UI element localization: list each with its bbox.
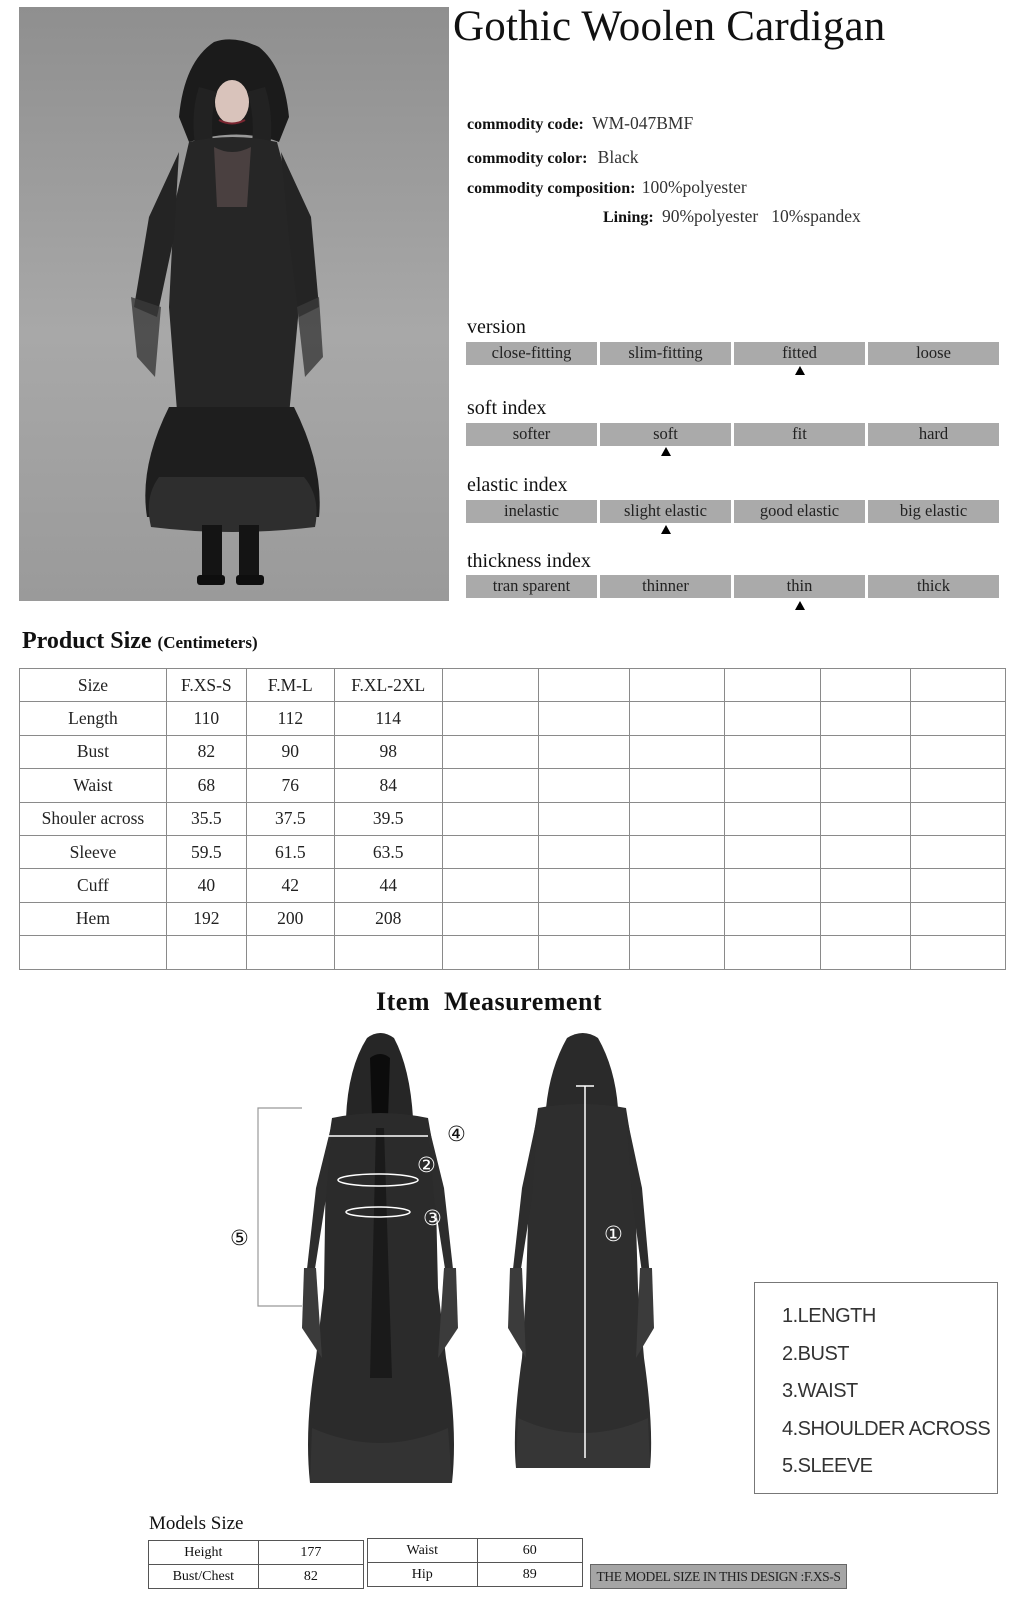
lining-value: 90%polyester 10%spandex [661,206,861,226]
version-scale [466,342,999,365]
empty-cell [725,735,821,768]
empty-cell [630,835,725,868]
version-option: slim-fitting [600,342,731,365]
empty-cell [725,902,821,935]
empty-cell [821,802,911,835]
empty-cell [166,936,246,969]
empty-cell [630,735,725,768]
product-size-table [19,668,1006,970]
table-row [20,769,1006,802]
empty-cell [538,902,630,935]
table-cell: 40 [166,869,246,902]
table-row [20,802,1006,835]
legend-item: 1.LENGTH [782,1305,876,1327]
model-hip-value: 89 [477,1563,582,1587]
empty-cell [725,869,821,902]
empty-cell [911,735,1006,768]
model-height-label: Height [149,1541,259,1565]
empty-cell [442,702,538,735]
empty-cell [821,902,911,935]
empty-cell [821,702,911,735]
product-size-title [22,628,258,655]
lining-row [603,206,861,227]
thickness-index-option: thinner [600,575,731,598]
soft-index-option: fit [734,423,865,446]
marker-shoulder: ④ [447,1122,466,1146]
empty-cell [538,669,630,702]
soft-index-option: hard [868,423,999,446]
marker-bust: ② [417,1153,436,1177]
empty-cell [442,835,538,868]
empty-cell [538,802,630,835]
soft-index-title: soft index [467,397,547,419]
table-cell: 90 [246,735,334,768]
empty-cell [725,702,821,735]
legend-item: 2.BUST [782,1342,850,1365]
empty-cell [630,802,725,835]
empty-cell [442,869,538,902]
empty-cell [911,835,1006,868]
commodity-composition-label: commodity composition: [467,180,636,197]
empty-cell [821,769,911,802]
table-cell: F.XS-S [166,669,246,702]
empty-cell [538,835,630,868]
table-row [20,902,1006,935]
elastic-index-scale [466,500,999,523]
garment-back [508,1033,654,1468]
model-hip-label: Hip [368,1563,478,1587]
thickness-index-scale [466,575,999,598]
soft-index-scale [466,423,999,446]
models-table-left [148,1540,364,1589]
model-height-value: 177 [258,1541,363,1565]
table-cell: Bust [20,735,167,768]
table-row [20,869,1006,902]
commodity-color-row [467,147,638,168]
soft-index-option: soft [600,423,731,446]
table-cell: 110 [166,702,246,735]
table-cell: 84 [334,769,442,802]
elastic-index-marker [661,525,671,534]
table-cell: 42 [246,869,334,902]
empty-cell [630,702,725,735]
empty-cell [538,936,630,969]
empty-cell [538,735,630,768]
version-option: fitted [734,342,865,365]
table-cell: 82 [166,735,246,768]
table-row [20,702,1006,735]
empty-cell [821,869,911,902]
commodity-code-label: commodity code: [467,116,584,133]
model-size-note: THE MODEL SIZE IN THIS DESIGN :F.XS-S [590,1564,847,1589]
table-cell: 35.5 [166,802,246,835]
empty-cell [630,936,725,969]
table-cell: Shouler across [20,802,167,835]
commodity-code-value: WM-047BMF [592,113,694,133]
table-cell: 59.5 [166,835,246,868]
model-bust-value: 82 [258,1565,363,1589]
table-cell: Size [20,669,167,702]
table-cell: 76 [246,769,334,802]
table-cell: 37.5 [246,802,334,835]
empty-cell [20,936,167,969]
empty-cell [911,669,1006,702]
table-row [20,735,1006,768]
table-cell: 68 [166,769,246,802]
thickness-index-title: thickness index [467,550,591,572]
table-cell: 98 [334,735,442,768]
legend-item: 3.WAIST [782,1380,858,1402]
empty-cell [246,936,334,969]
empty-cell [630,769,725,802]
empty-cell [821,936,911,969]
empty-cell [725,835,821,868]
table-cell: 63.5 [334,835,442,868]
product-size-heading: Product Size [22,628,152,654]
models-size-title: Models Size [149,1513,244,1534]
empty-cell [538,769,630,802]
empty-cell [442,669,538,702]
empty-cell [442,802,538,835]
measurement-diagram [220,1028,680,1508]
elastic-index-option: inelastic [466,500,597,523]
table-cell: Hem [20,902,167,935]
empty-cell [821,835,911,868]
elastic-index-option: big elastic [868,500,999,523]
garment-front [302,1033,458,1483]
elastic-index-option: slight elastic [600,500,731,523]
lining-label: Lining: [603,209,654,226]
empty-cell [821,669,911,702]
commodity-color-label: commodity color: [467,150,588,167]
table-cell: Sleeve [20,835,167,868]
legend-item: 4.SHOULDER ACROSS [782,1417,991,1440]
marker-sleeve: ⑤ [230,1226,249,1250]
empty-cell [911,936,1006,969]
model-waist-value: 60 [477,1539,582,1563]
table-cell: F.XL-2XL [334,669,442,702]
empty-cell [538,869,630,902]
empty-cell [442,936,538,969]
empty-cell [334,936,442,969]
thickness-index-option: tran sparent [466,575,597,598]
soft-index-option: softer [466,423,597,446]
model-waist-label: Waist [368,1539,478,1563]
table-cell: 44 [334,869,442,902]
thickness-index-marker [795,601,805,610]
empty-cell [725,669,821,702]
version-title: version [467,316,526,338]
table-row [149,1565,364,1589]
thickness-index-option: thick [868,575,999,598]
model-illustration [19,7,449,601]
table-header-row [20,669,1006,702]
empty-cell [911,702,1006,735]
empty-cell [725,936,821,969]
table-cell: F.M-L [246,669,334,702]
empty-cell [442,769,538,802]
empty-cell [725,769,821,802]
empty-cell [911,869,1006,902]
marker-length: ① [604,1222,623,1246]
empty-cell [630,902,725,935]
table-cell: 61.5 [246,835,334,868]
commodity-color-value: Black [597,147,639,167]
version-option: close-fitting [466,342,597,365]
empty-cell [911,902,1006,935]
table-cell: Waist [20,769,167,802]
product-title: Gothic Woolen Cardigan [453,3,886,50]
table-row [368,1563,583,1587]
table-cell: 208 [334,902,442,935]
models-table-right [367,1538,583,1587]
table-row [20,835,1006,868]
empty-cell [538,702,630,735]
empty-cell [442,902,538,935]
table-row [368,1539,583,1563]
model-bust-label: Bust/Chest [149,1565,259,1589]
table-cell: Length [20,702,167,735]
table-cell: 192 [166,902,246,935]
elastic-index-option: good elastic [734,500,865,523]
empty-cell [911,802,1006,835]
thickness-index-option: thin [734,575,865,598]
version-option: loose [868,342,999,365]
table-cell: 200 [246,902,334,935]
table-row [149,1541,364,1565]
empty-cell [630,669,725,702]
product-photo [19,7,449,601]
legend-item: 5.SLEEVE [782,1455,873,1477]
empty-cell [725,802,821,835]
item-measurement-title: Item Measurement [376,987,603,1016]
marker-waist: ③ [423,1206,442,1230]
measurement-legend [754,1282,998,1494]
table-cell: 114 [334,702,442,735]
empty-cell [821,735,911,768]
sleeve-bracket [258,1108,302,1306]
empty-cell [911,769,1006,802]
table-cell: 39.5 [334,802,442,835]
empty-cell [442,735,538,768]
elastic-index-title: elastic index [467,474,568,496]
commodity-composition-value: 100%polyester [641,177,747,197]
commodity-composition-row [467,177,747,198]
table-cell: Cuff [20,869,167,902]
table-cell: 112 [246,702,334,735]
version-marker [795,366,805,375]
product-size-unit: (Centimeters) [157,633,258,652]
empty-cell [630,869,725,902]
soft-index-marker [661,447,671,456]
commodity-code-row [467,113,693,134]
table-row-empty [20,936,1006,969]
